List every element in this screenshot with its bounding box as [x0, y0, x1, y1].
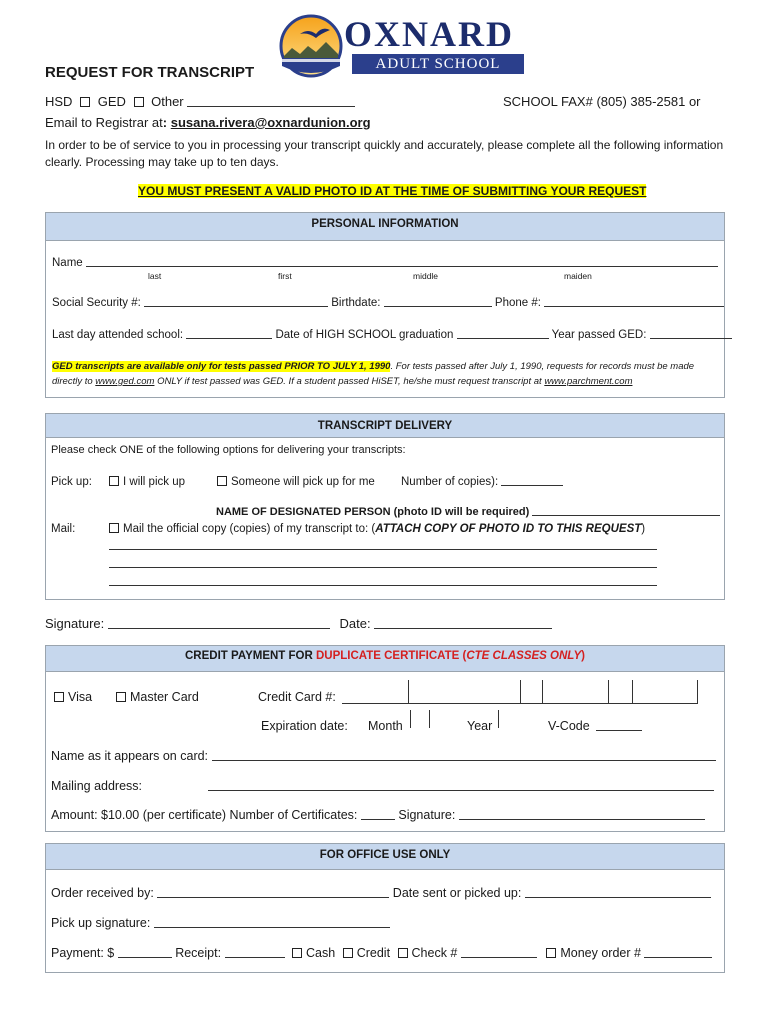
logo-name: OXNARD — [344, 14, 514, 54]
money-order-checkbox[interactable] — [546, 948, 556, 958]
card-number-input[interactable] — [342, 680, 698, 704]
credit-signature-input[interactable] — [459, 808, 705, 820]
hs-grad-label: Date of HIGH SCHOOL graduation — [275, 329, 454, 341]
name-row — [52, 257, 718, 269]
logo-emblem — [274, 12, 348, 78]
name-part-maiden: maiden — [564, 271, 592, 281]
payment-label: Payment: $ — [51, 946, 115, 960]
mail-text: Mail the official copy (copies) of my transcript to: ( — [123, 523, 376, 535]
office-section — [45, 843, 725, 973]
email-line — [45, 115, 371, 130]
pickup-self-option[interactable] — [109, 476, 185, 488]
pickup-signature-label: Pick up signature: — [51, 916, 151, 930]
hsd-checkbox[interactable] — [80, 97, 90, 107]
ged-link[interactable]: www.ged.com — [95, 376, 155, 387]
registrar-email-link[interactable]: susana.rivera@oxnardunion.org — [170, 115, 371, 130]
delivery-section — [45, 413, 725, 600]
credit-label: Credit — [356, 946, 391, 960]
mail-address-line-3[interactable] — [109, 574, 657, 586]
sent-label: Date sent or picked up: — [392, 886, 522, 900]
pickup-label: Pick up: — [51, 476, 92, 488]
card-name-label: Name as it appears on card: — [51, 749, 209, 763]
personal-info-header: PERSONAL INFORMATION — [46, 213, 724, 241]
credit-header-close: ) — [581, 650, 585, 662]
ged-note-text2a: directly to — [52, 376, 96, 387]
credit-signature-label: Signature: — [398, 808, 456, 822]
designated-label: NAME OF DESIGNATED PERSON (photo ID will be required) — [216, 506, 530, 518]
name-part-last: last — [148, 271, 162, 281]
credit-header — [46, 646, 724, 672]
received-row — [51, 886, 711, 900]
mastercard-checkbox[interactable] — [116, 692, 126, 702]
credit-section — [45, 645, 725, 832]
mail-close: ) — [641, 523, 646, 535]
ged-checkbox[interactable] — [134, 97, 144, 107]
email-label: Email to Registrar at — [45, 115, 163, 130]
name-input[interactable] — [86, 257, 718, 267]
hs-grad-input[interactable] — [457, 329, 549, 339]
exp-month-input[interactable] — [410, 710, 430, 728]
visa-checkbox[interactable] — [54, 692, 64, 702]
photo-id-notice: YOU MUST PRESENT A VALID PHOTO ID AT THE TIME OF SUBMITTING YOUR REQUEST — [138, 184, 647, 198]
mastercard-option[interactable] — [116, 690, 199, 704]
ged-label: GED — [97, 94, 126, 109]
card-name-input[interactable] — [212, 749, 716, 761]
mail-checkbox[interactable] — [109, 523, 119, 533]
date-input[interactable] — [374, 617, 552, 629]
phone-label: Phone #: — [494, 297, 541, 309]
money-order-label: Money order # — [560, 946, 641, 960]
mailing-address-label: Mailing address: — [51, 779, 143, 793]
amount-row — [51, 808, 705, 822]
name-part-first: first — [278, 271, 292, 281]
ged-note-period: . — [390, 361, 394, 372]
mail-option[interactable] — [109, 523, 645, 535]
name-part-middle: middle — [413, 271, 439, 281]
ged-year-input[interactable] — [650, 329, 732, 339]
logo-subtitle: ADULT SCHOOL — [352, 54, 524, 74]
mailing-address-input[interactable] — [208, 779, 714, 791]
last-day-input[interactable] — [186, 329, 272, 339]
exp-year-label: Year — [467, 719, 493, 733]
logo — [274, 10, 524, 78]
signature-label: Signature: — [45, 616, 105, 631]
visa-option[interactable] — [54, 690, 92, 704]
vcode-input[interactable] — [596, 719, 642, 731]
card-number-label: Credit Card #: — [258, 690, 336, 704]
amount-label: Amount: $10.00 (per certificate) Number of Certificates: — [51, 808, 358, 822]
hsd-label: HSD — [45, 94, 73, 109]
copies-input[interactable] — [501, 476, 563, 486]
pickup-other-option[interactable] — [217, 476, 375, 488]
personal-info-section — [45, 212, 725, 398]
ged-note-text2b: ONLY if test passed was GED. If a student passed HiSET, he/she must request transcript at — [154, 376, 545, 387]
mail-attach-note: ATTACH COPY OF PHOTO ID TO THIS REQUEST — [375, 523, 642, 535]
exp-month-label: Month — [368, 719, 403, 733]
sent-input[interactable] — [525, 886, 711, 898]
certificates-input[interactable] — [361, 808, 395, 820]
vcode-label: V-Code — [548, 719, 590, 733]
mail-label: Mail: — [51, 523, 76, 535]
program-options — [45, 94, 355, 109]
designated-row — [216, 506, 720, 518]
check-number-input[interactable] — [461, 946, 537, 958]
other-input[interactable] — [187, 95, 355, 107]
cash-checkbox[interactable] — [292, 948, 302, 958]
name-label: Name — [52, 257, 83, 269]
payment-row — [51, 946, 712, 960]
received-input[interactable] — [157, 886, 389, 898]
credit-header-duplicate: DUPLICATE CERTIFICATE ( — [315, 650, 467, 662]
check-checkbox[interactable] — [398, 948, 408, 958]
visa-label: Visa — [68, 690, 93, 704]
receipt-label: Receipt: — [175, 946, 222, 960]
ged-year-label: Year passed GED: — [551, 329, 647, 341]
office-header: FOR OFFICE USE ONLY — [46, 844, 724, 870]
copies-label: Number of copies): — [401, 476, 499, 488]
credit-header-text: CREDIT PAYMENT FOR — [185, 650, 316, 662]
delivery-instruction: Please check ONE of the following options for delivering your transcripts: — [51, 444, 406, 456]
page-title: REQUEST FOR TRANSCRIPT — [45, 64, 255, 81]
email-colon: : — [162, 115, 168, 130]
delivery-header: TRANSCRIPT DELIVERY — [46, 414, 724, 438]
intro-text: In order to be of service to you in processing your transcript quickly and accurately, please complete all the following information clearly. Processing may take up to ten days. — [45, 138, 724, 169]
money-order-input[interactable] — [644, 946, 712, 958]
other-label: Other — [151, 94, 184, 109]
expiration-label: Expiration date: — [261, 719, 348, 733]
mail-address-line-2[interactable] — [109, 556, 657, 568]
card-name-row — [51, 749, 716, 763]
pickup-signature-row — [51, 916, 390, 930]
cash-label: Cash — [306, 946, 336, 960]
payment-input[interactable] — [118, 946, 172, 958]
exp-year-input[interactable] — [498, 710, 499, 728]
ssn-input[interactable] — [144, 297, 328, 307]
mastercard-label: Master Card — [130, 690, 199, 704]
pickup-self-checkbox[interactable] — [109, 476, 119, 486]
signature-row — [45, 616, 552, 631]
copies-row — [401, 476, 563, 488]
ssn-label: Social Security #: — [52, 297, 141, 309]
ged-note-highlight: GED transcripts are available only for tests passed PRIOR TO JULY 1, 1990 — [52, 361, 391, 372]
dates-row — [52, 329, 732, 341]
pickup-signature-input[interactable] — [154, 916, 390, 928]
credit-checkbox[interactable] — [343, 948, 353, 958]
school-fax: SCHOOL FAX# (805) 385-2581 or — [503, 94, 701, 109]
pickup-other-label: Someone will pick up for me — [231, 476, 375, 488]
birthdate-label: Birthdate: — [331, 297, 381, 309]
pickup-other-checkbox[interactable] — [217, 476, 227, 486]
phone-input[interactable] — [544, 297, 724, 307]
ged-note-text1: For tests passed after July 1, 1990, requests for records must be made — [393, 361, 695, 372]
receipt-input[interactable] — [225, 946, 285, 958]
pickup-self-label: I will pick up — [123, 476, 185, 488]
check-label: Check # — [411, 946, 458, 960]
signature-input[interactable] — [108, 617, 330, 629]
date-label: Date: — [339, 616, 371, 631]
ged-note — [52, 359, 722, 389]
last-day-label: Last day attended school: — [52, 329, 184, 341]
credit-header-cte: CTE CLASSES ONLY — [466, 650, 582, 662]
birthdate-input[interactable] — [384, 297, 492, 307]
mailing-address-row — [51, 779, 714, 793]
designated-input[interactable] — [532, 506, 720, 516]
parchment-link[interactable]: www.parchment.com — [544, 376, 633, 387]
received-label: Order received by: — [51, 886, 154, 900]
ssn-row — [52, 297, 724, 309]
mail-address-line-1[interactable] — [109, 538, 657, 550]
